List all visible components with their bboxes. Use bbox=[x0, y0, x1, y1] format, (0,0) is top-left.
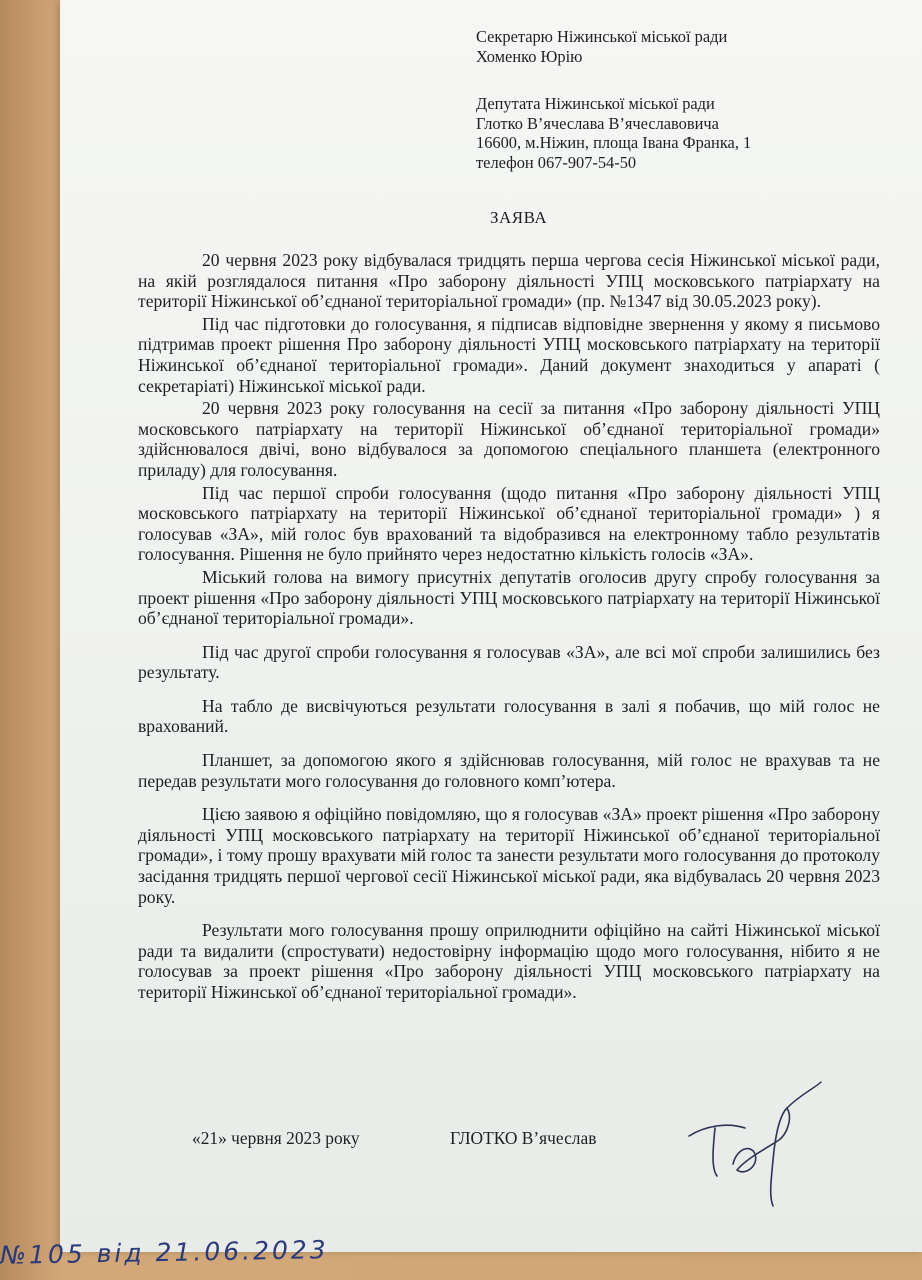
paragraph: Під час першої спроби голосування (щодо питання «Про заборону діяльності УПЦ московського патріархату на території Ніжинської об’єднаної територіальної громади» ) я голосував «ЗА», мій голос був врахований та відобразився на електронному табло результатів голосування. Рішення не було прийнято через недостатню кількість голосів «ЗА». bbox=[138, 482, 880, 565]
handwritten-signature bbox=[675, 1078, 825, 1218]
paragraph: Цією заявою я офіційно повідомляю, що я голосував «ЗА» проект рішення «Про заборону діяльності УПЦ московського патріархату на території Ніжинської об’єднаної територіальної громади», і тому прошу врахувати мій голос та занести результати мого голосування до протоколу засідання тридцять першої чергової сесії Ніжинської міської ради, яка відбувалась 20 червня 2023 року. bbox=[138, 804, 880, 907]
paragraph: На табло де висвічуються результати голосування в залі я побачив, що мій голос не врахований. bbox=[138, 695, 880, 737]
paragraph: 20 червня 2023 року голосування на сесії за питання «Про заборону діяльності УПЦ московського патріархату на території Ніжинської об’єднаної територіальної громади» здійснювалося двічі, воно відбувалося за допомогою спеціального планшета (електронного приладу) для голосування. bbox=[138, 398, 880, 480]
sender-line: Глотко В’ячеслава В’ячеславовича bbox=[476, 113, 719, 133]
document-body bbox=[138, 250, 880, 1003]
document-sheet bbox=[60, 0, 922, 1252]
registration-note: №105 від 21.06.2023 bbox=[0, 1235, 329, 1270]
paragraph: Під час підготовки до голосування, я підписав відповідне звернення у якому я письмово підтримав проект рішення Про заборону діяльності УПЦ московського патріархату на території Ніжинської об’єднаної територіальної громади». Даний документ знаходиться у апараті ( секретаріаті) Ніжинської міської ради. bbox=[138, 313, 880, 396]
recipient-line: Секретарю Ніжинської міської ради bbox=[476, 27, 728, 46]
document-title: ЗАЯВА bbox=[490, 208, 548, 227]
sender-line: 16600, м.Ніжин, площа Івана Франка, 1 bbox=[476, 133, 752, 153]
sender-line: Депутата Ніжинської міської ради bbox=[476, 94, 715, 113]
paragraph: Планшет, за допомогою якого я здійснював голосування, мій голос не врахував та не передав результати мого голосування до головного комп’ютера. bbox=[138, 750, 880, 791]
signatory-name: ГЛОТКО В’ячеслав bbox=[450, 1128, 597, 1148]
sender-block bbox=[476, 94, 751, 172]
recipient-block bbox=[476, 27, 727, 66]
sender-line: телефон 067-907-54-50 bbox=[476, 152, 637, 172]
signature-date: «21» червня 2023 року bbox=[192, 1128, 360, 1148]
paragraph: Міський голова на вимогу присутніх депутатів оголосив другу спробу голосування за проект рішення «Про заборону діяльності УПЦ московського патріархату на території Ніжинської об’єднаної територіальної громади». bbox=[138, 566, 880, 629]
paragraph: 20 червня 2023 року відбувалася тридцять перша чергова сесія Ніжинської міської ради, на якій розглядалося питання «Про заборону діяльності УПЦ московського патріархату на території Ніжинської об’єднаної територіальної громади» (пр. №1347 від 30.05.2023 року). bbox=[138, 250, 880, 312]
recipient-line: Хоменко Юрію bbox=[476, 46, 583, 66]
paragraph: Результати мого голосування прошу оприлюднити офіційно на сайті Ніжинської міської ради та видалити (спростувати) недостовірну інформацію щодо мого голосування, нібито я не голосував за проект рішення «Про заборону діяльності УПЦ московського патріархату на території Ніжинської об’єднаної територіальної громади». bbox=[138, 920, 880, 1002]
paragraph: Під час другої спроби голосування я голосував «ЗА», але всі мої спроби залишились без результату. bbox=[138, 641, 880, 683]
